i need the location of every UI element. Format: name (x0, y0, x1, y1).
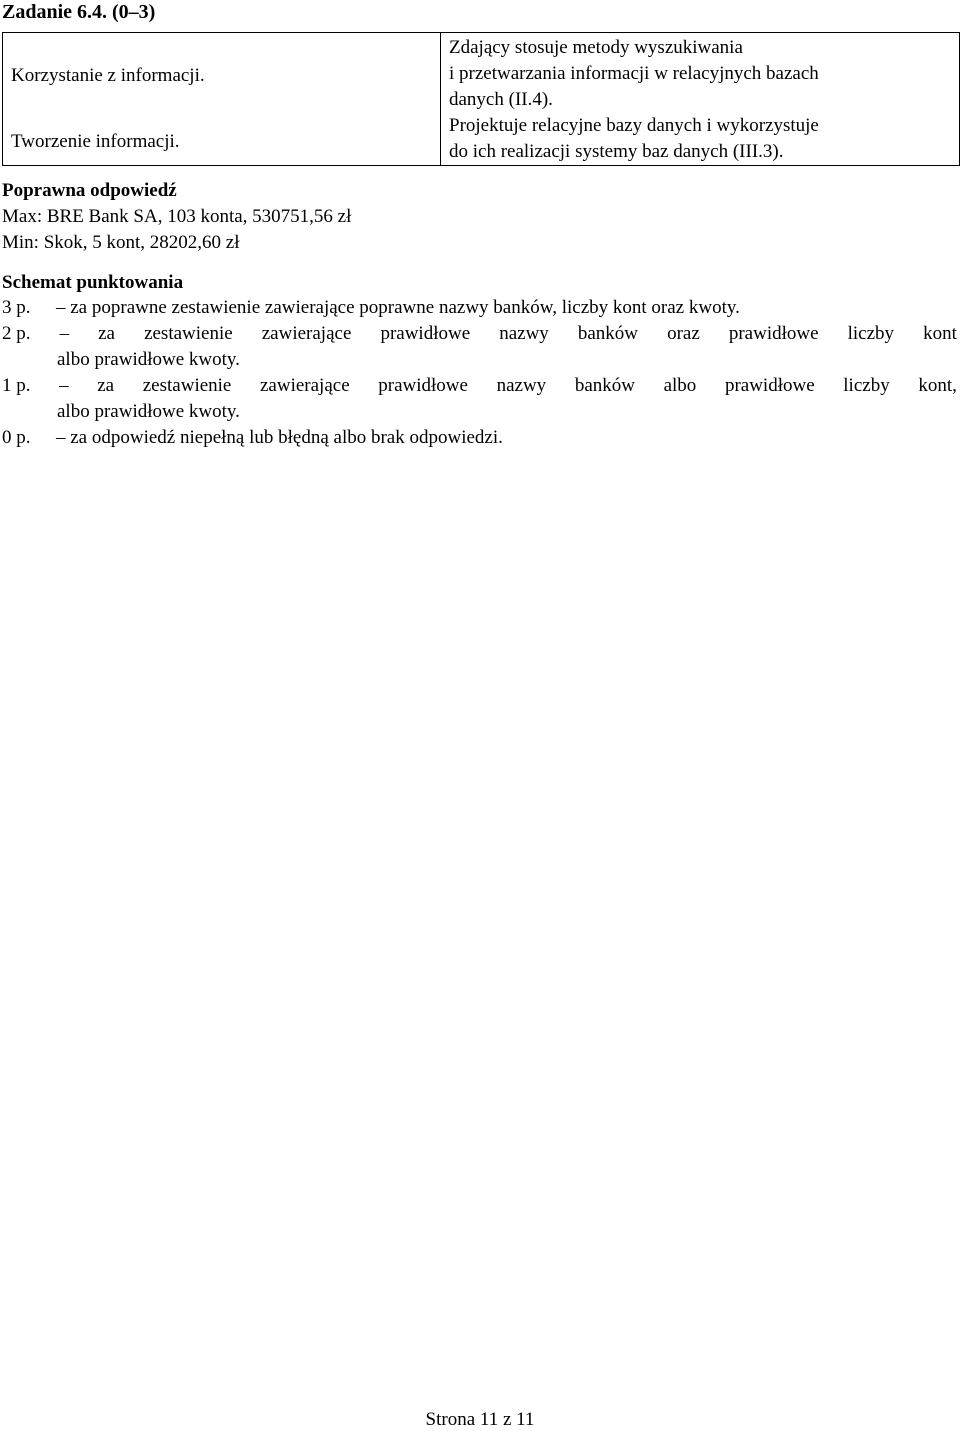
score-1-word: liczby (843, 375, 890, 396)
score-2-continuation: albo prawidłowe kwoty. (57, 349, 240, 370)
score-2-points (2, 321, 957, 373)
answer-max: Max: BRE Bank SA, 103 konta, 530751,56 zł (2, 206, 352, 227)
score-2-word: za (98, 323, 115, 344)
answer-min: Min: Skok, 5 kont, 28202,60 zł (2, 232, 240, 253)
requirement-line-1: Zdający stosuje metody wyszukiwania (449, 37, 743, 58)
score-1-word: albo (663, 375, 697, 396)
score-3-points (2, 295, 957, 321)
requirement-area-1: Korzystanie z informacji. (11, 65, 205, 86)
score-1-line (2, 373, 957, 399)
score-1-word: kont, (918, 375, 957, 396)
score-1-word: prawidłowe (378, 375, 468, 396)
requirements-details-cell (441, 33, 960, 166)
correct-answer-heading: Poprawna odpowiedź (2, 180, 177, 201)
score-1-word: prawidłowe (724, 375, 815, 396)
requirement-line-3: danych (II.4). (449, 89, 553, 110)
task-title: Zadanie 6.4. (0–3) (2, 1, 156, 23)
score-2-word: oraz (667, 323, 700, 344)
score-0-label: 0 p. (2, 427, 31, 448)
requirements-areas-cell (3, 33, 441, 166)
score-2-word: banków (577, 323, 639, 344)
score-2-word: – (59, 323, 70, 344)
requirement-line-2: i przetwarzania informacji w relacyjnych bazach (449, 63, 819, 84)
score-1-word: nazwy (496, 375, 547, 396)
score-2-word: zawierające (261, 323, 352, 344)
score-2-word: nazwy (499, 323, 549, 344)
requirement-line-4: Projektuje relacyjne bazy danych i wykorzystuje (449, 115, 819, 136)
score-2-word: kont (923, 323, 957, 344)
score-3-text: – za poprawne zestawienie zawierające poprawne nazwy banków, liczby kont oraz kwoty. (56, 297, 740, 318)
score-1-label: 1 p. (2, 375, 31, 396)
page-number: Strona 11 z 11 (425, 1409, 535, 1430)
score-1-word: zawierające (260, 375, 350, 396)
score-2-word: prawidłowe (728, 323, 819, 344)
score-0-points (2, 425, 957, 451)
requirements-table (2, 32, 960, 166)
requirement-area-2: Tworzenie informacji. (11, 131, 180, 152)
score-1-points (2, 373, 957, 425)
score-2-word: prawidłowe (380, 323, 471, 344)
score-3-label: 3 p. (2, 297, 31, 318)
score-2-line (2, 321, 957, 347)
score-1-word: za (97, 375, 115, 396)
scoring-heading: Schemat punktowania (2, 272, 184, 293)
score-1-continuation: albo prawidłowe kwoty. (57, 401, 240, 422)
requirement-line-5: do ich realizacji systemy baz danych (III.3). (449, 141, 784, 162)
score-1-word: zestawienie (142, 375, 232, 396)
score-2-word: liczby (847, 323, 895, 344)
score-2-word: zestawienie (144, 323, 233, 344)
score-0-text: – za odpowiedź niepełną lub błędną albo brak odpowiedzi. (56, 427, 503, 448)
score-2-label: 2 p. (2, 323, 31, 344)
score-1-word: – (59, 375, 69, 396)
score-1-word: banków (574, 375, 635, 396)
